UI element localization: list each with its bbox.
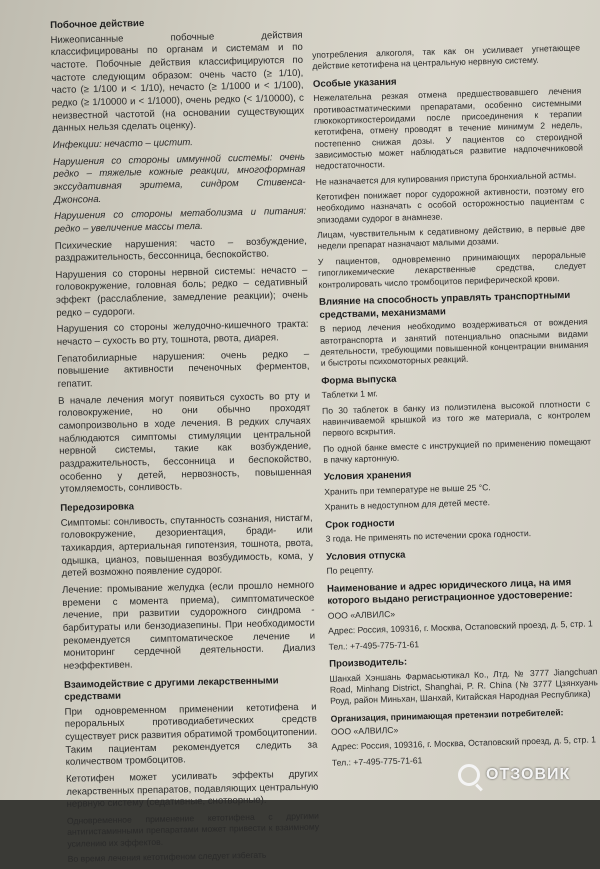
magnifier-icon [458,764,480,786]
interaction-text-3: Одновременное применение кетотифена с другими антигистаминными препаратами может привести к взаимному усилению их эффектов. [66,810,320,849]
interaction-text-4: Во время лечения кетотифеном следует избегать [67,849,267,864]
claims-name: ООО «АЛВИЛС» [330,724,399,737]
alcohol-continuation: употребления алкоголя, так как он усиливает угнетающее действие кетотифена на центральную нервную систему. [312,42,581,72]
special-heading: Особые указания [312,76,397,90]
hepatobiliary-text: Гепатобилиарные нарушения: очень редко – повышение активности печеночных ферментов, гепатит. [57,348,310,390]
right-column [312,43,600,773]
dispense-text: По рецепту. [326,564,374,577]
interaction-heading: Взаимодействие с другими лекарственными средствами [63,674,279,704]
driving-text: В период лечения необходимо воздерживаться от вождения автотранспорта и занятий потенциально опасными видами деятельности, требующими повышенной концентрации внимания и быстроты психомоторных реакций. [319,316,589,369]
storage-text-1: Хранить при температуре не выше 25 °C. [324,482,491,497]
early-treatment-text: В начале лечения могут появиться сухость во рту и головокружение, но они обычно проходят самопроизвольно в ходе лечения. В редких случаях наблюдаются симптомы стимуляции центральной нервной системы, такие как возбуждение, раздражительность, бессонница и беспокойство, особенно у детей, нервозность, повышенная утомляемость, сонливость. [57,390,312,496]
psychic-text: Психические нарушения: часто – возбуждение, раздражительность, бессонница, беспокойство. [54,235,307,265]
manufacturer-heading: Производитель: [329,656,408,670]
interaction-text-1: При одновременном применении кетотифена и пероральных противодиабетических средств существует риск развития обратимой тромбоцитопении. Таким пациентам рекомендуется следить за количеством тромбоцитов. [64,701,318,769]
infections-text: Инфекции: нечасто – цистит. [52,136,194,151]
side-effects-intro: Нижеописанные побочные действия классифицированы по органам и системам и по частоте. Побочные действия классифицируются по частоте следующим образом: очень часто (≥ 1/10), часто (≥ 1/100 и < 1/10), нечасто (≥ 1/1000 и < 1/100), редко (≥ 1/10000 и < 1/1000), очень редко (< 1/10000), с неизвестной частотой (на основании существующих данных нельзя сделать оценку). [50,29,305,135]
claims-phone: Тел.: +7-495-775-71-61 [331,754,423,768]
immune-text: Нарушения со стороны иммунной системы: очень редко – тяжелые кожные реакции, многоформная экссудативная эритема, синдром Стивенса-Джонсона. [52,151,306,206]
metabolism-text: Нарушения со стороны метаболизма и питания: редко – увеличение массы тела. [54,205,307,235]
overdose-heading: Передозировка [60,501,135,514]
special-text-5: У пациентов, одновременно принимающих пероральные гипогликемические лекарственные средства, следует контролировать число тромбоцитов периферической крови. [317,249,587,290]
overdose-treatment: Лечение: промывание желудка (если прошло немного времени с момента приема), симптоматическое лечение, при развитии судорожного синдрома - барбитураты или бензодиазепины. При необходимости рекомендуется симптоматическое лечение и мониторинг сердечной деятельности. Диализ неэффективен. [61,579,316,672]
holder-address: Адрес: Россия, 109316, г. Москва, Остаповский проезд, д. 5, стр. 1 [328,618,593,637]
holder-phone: Тел.: +7-495-775-71-61 [328,638,420,652]
nervous-text: Нарушения со стороны нервной системы: нечасто – головокружение, головная боль; редко – седативный эффект (расслабление, замедление реакции); очень редко – судороги. [55,264,309,319]
claims-address: Адрес: Россия, 109316, г. Москва, Остаповский проезд, д. 5, стр. 1 [331,734,597,753]
left-column [50,9,320,869]
shelf-life-heading: Срок годности [325,517,395,531]
interaction-text-2: Кетотифен может усиливать эффекты других лекарственных препаратов, подавляющих центральную нервную систему (седативные, снотворные). [65,768,319,811]
claims-heading: Организация, принимающая претензии потребителей: [330,706,564,724]
form-heading: Форма выпуска [321,373,397,387]
holder-name: ООО «АЛВИЛС» [327,608,396,621]
storage-heading: Условия хранения [323,469,412,484]
side-effects-heading: Побочное действие [50,18,145,31]
watermark-text: ОТЗОВИК [486,766,571,783]
form-text-3: По одной банке вместе с инструкцией по применению помещают в пачку картонную. [322,435,592,465]
special-text-1: Нежелательна резкая отмена предшествовавшего лечения противоастматическими препаратами, особенно системными глюкокортикостероидами после присоединения к терапии кетотифена, отмену проводят в течение минимум 2 недель, постепенно снижая дозы. У пациентов со стероидной зависимостью может наблюдаться развитие надпочечниковой недостаточности. [313,85,583,172]
watermark-logo [458,764,570,786]
shelf-life-text: 3 года. Не применять по истечении срока годности. [325,528,532,545]
form-text-2: По 30 таблеток в банку из полиэтилена высокой плотности с навинчиваемой крышкой из того же материала, с контролем первого вскрытия. [321,397,591,439]
dispense-heading: Условия отпуска [326,549,406,563]
special-text-3: Кетотифен понижает порог судорожной активности, поэтому его необходимо назначать с особой осторожностью пациентам с эпизодами судорог в анамнезе. [315,184,585,225]
form-text-1: Таблетки 1 мг. [321,388,378,401]
overdose-symptoms: Симптомы: сонливость, спутанность сознания, нистагм, головокружение, дезориентация, бради- или тахикардия, артериальная гипотензия, тошнота, рвота, одышка, цианоз, повышенная возбудимость, кома, у детей возможно появление судорог. [60,512,314,580]
storage-text-2: Хранить в недоступном для детей месте. [324,497,491,513]
gi-text: Нарушения со стороны желудочно-кишечного тракта: нечасто – сухость во рту, тошнота, рвота, диарея. [56,319,309,349]
special-text-2: Не назначается для купирования приступа бронхиальной астмы. [315,169,577,187]
holder-heading: Наименование и адрес юридического лица, на имя которого выдано регистрационное удостоверение: [326,576,573,608]
special-text-4: Лицам, чувствительным к седативному действию, в первые две недели препарат назначают малыми дозами. [317,222,586,252]
manufacturer-text: Шанхай Хэншань Фармасьютикал Ко., Лтд. № 3777 Jiangchuan Road, Minhang District, Shanghai, P. R. China (№ 3777 Цзянхуань Роуд, район Миньхан, Шанхай, Китайская Народная Республика) [329,665,598,707]
driving-heading: Влияние на способность управлять транспортными средствами, механизмами [318,289,571,321]
